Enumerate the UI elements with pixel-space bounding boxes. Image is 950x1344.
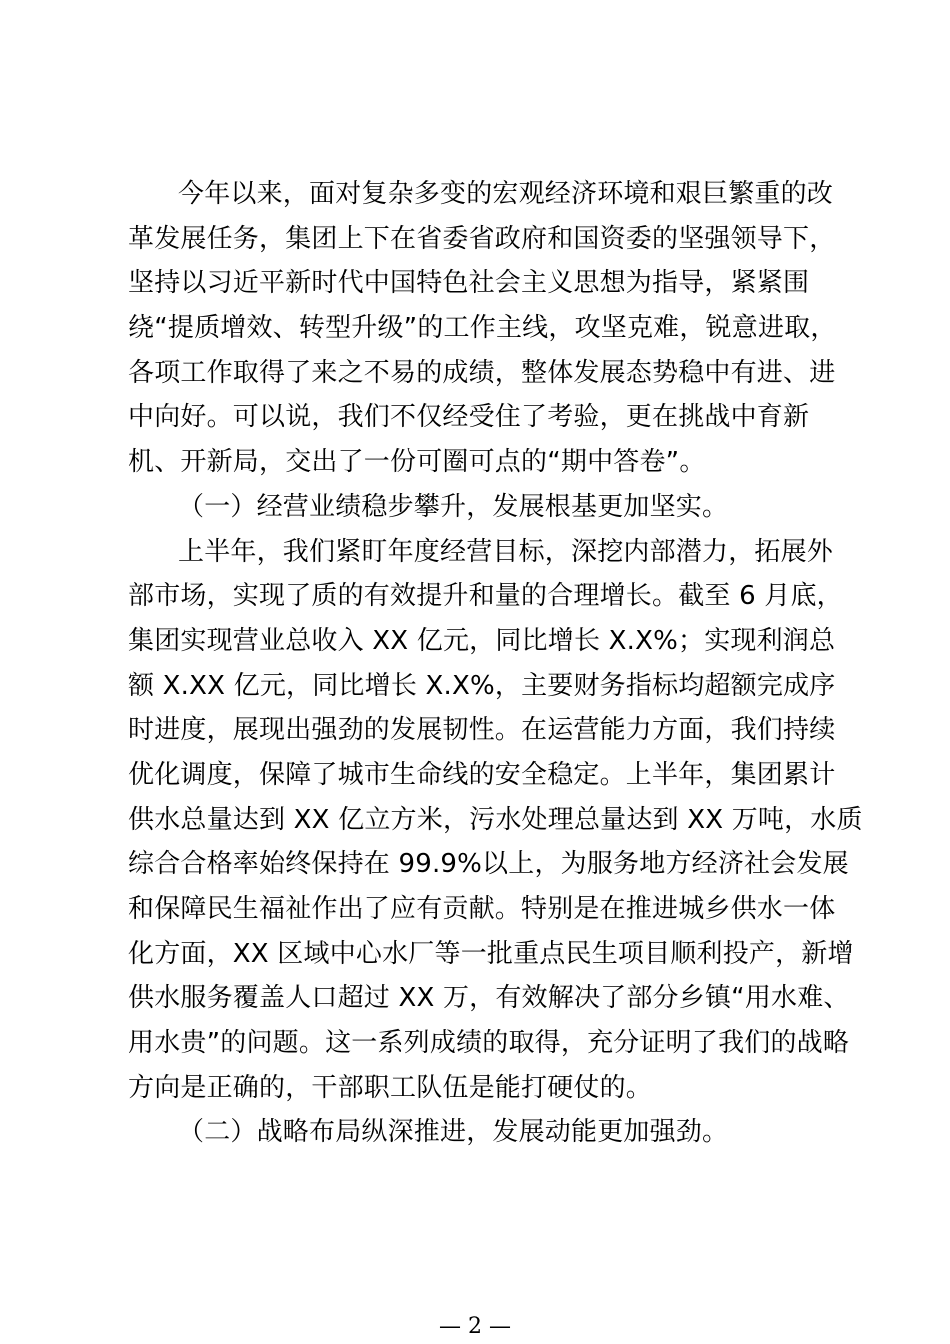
- text-line: 革发展任务，集团上下在省委省政府和国资委的坚强领导下，: [128, 223, 836, 254]
- text-line: 今年以来，面对复杂多变的宏观经济环境和艰巨繁重的改: [178, 179, 834, 209]
- section-heading-2: [128, 1110, 833, 1155]
- text-line: 集团实现营业总收入 XX 亿元，同比增长 X.X%；实现利润总: [128, 625, 836, 656]
- text-line: 供水总量达到 XX 亿立方米，污水处理总量达到 XX 万吨，水质: [128, 804, 863, 835]
- text-line: 机、开新局，交出了一份可圈可点的“期中答卷”。: [128, 447, 706, 478]
- text-line: 方向是正确的，干部职工队伍是能打硬仗的。: [128, 1072, 653, 1103]
- text-line: 额 X.XX 亿元，同比增长 X.X%，主要财务指标均超额完成序: [128, 670, 836, 701]
- section-heading: （一）经营业绩稳步攀升，发展根基更加坚实。: [178, 491, 729, 522]
- document-body: [128, 172, 863, 1155]
- text-line: 部市场，实现了质的有效提升和量的合理增长。截至 6 月底，: [128, 581, 843, 612]
- text-line: 各项工作取得了来之不易的成绩，整体发展态势稳中有进、进: [128, 357, 836, 388]
- section-heading-1: [128, 485, 833, 530]
- text-line: 和保障民生福祉作出了应有贡献。特别是在推进城乡供水一体: [128, 894, 836, 924]
- text-line: 中向好。可以说，我们不仅经受住了考验，更在挑战中育新: [128, 402, 810, 433]
- text-line: 用水贵”的问题。这一系列成绩的取得，充分证明了我们的战略: [128, 1028, 850, 1059]
- page-number: — 2 —: [439, 1314, 511, 1339]
- paragraph-performance: [128, 530, 863, 1111]
- text-line: 供水服务覆盖人口超过 XX 万，有效解决了部分乡镇“用水难、: [128, 983, 850, 1014]
- text-line: 上半年，我们紧盯年度经营目标，深挖内部潜力，拓展外: [178, 536, 834, 567]
- text-line: 综合合格率始终保持在 99.9%以上，为服务地方经济社会发展: [128, 849, 849, 880]
- text-line: 优化调度，保障了城市生命线的安全稳定。上半年，集团累计: [128, 759, 836, 790]
- section-heading: （二）战略布局纵深推进，发展动能更加强劲。: [178, 1117, 729, 1148]
- text-line: 坚持以习近平新时代中国特色社会主义思想为指导，紧紧围: [128, 268, 810, 299]
- text-line: 化方面，XX 区域中心水厂等一批重点民生项目顺利投产，新增: [128, 938, 854, 969]
- text-line: 绕“提质增效、转型升级”的工作主线，攻坚克难，锐意进取，: [128, 313, 837, 344]
- paragraph-intro: [128, 172, 837, 485]
- text-line: 时进度，展现出强劲的发展韧性。在运营能力方面，我们持续: [128, 715, 836, 746]
